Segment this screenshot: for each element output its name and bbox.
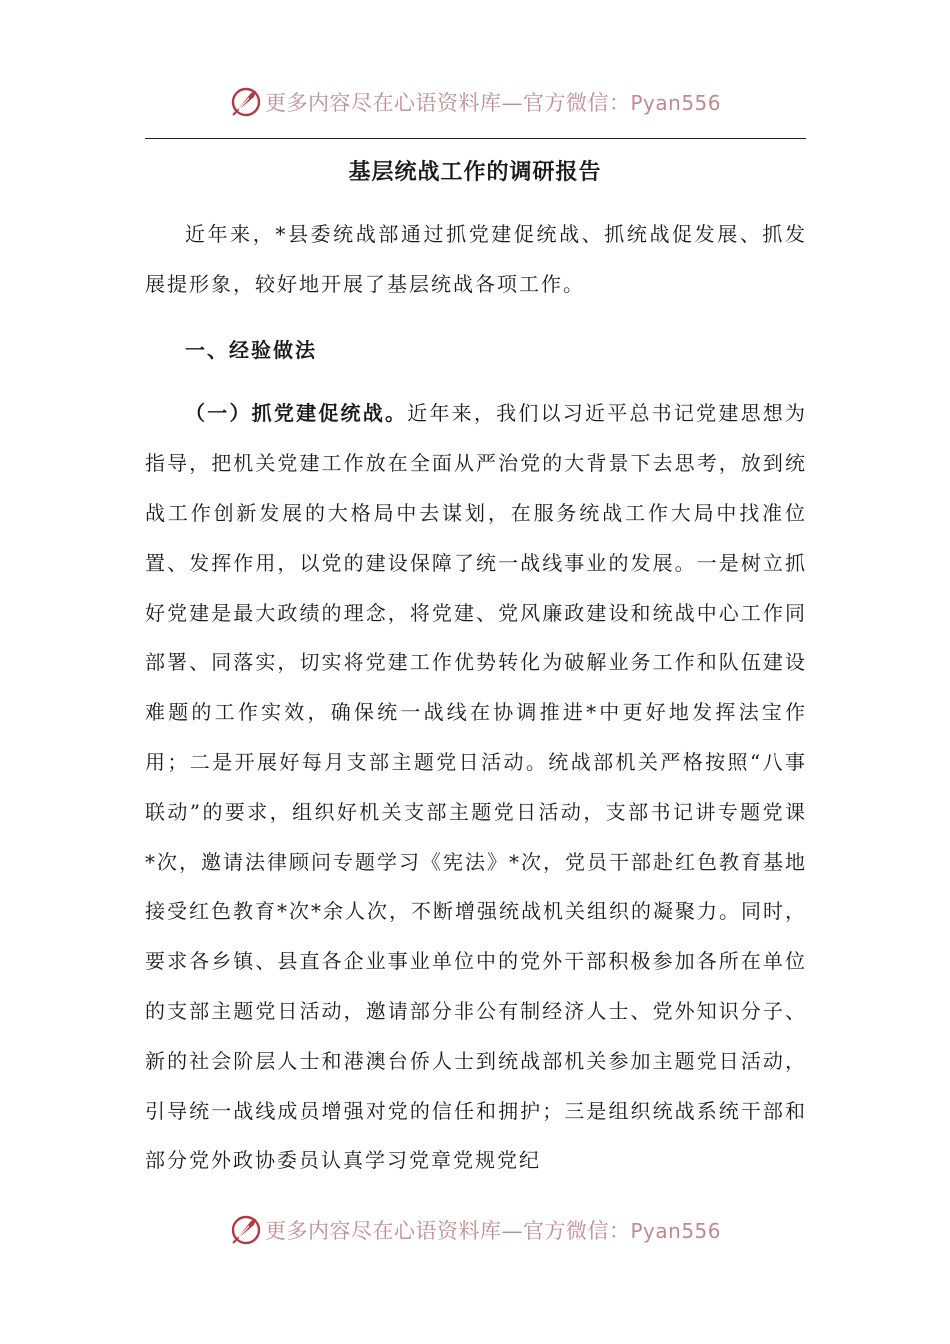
watermark-wechat-id: Pyan556 [630, 1219, 721, 1243]
quill-logo-icon [229, 85, 263, 119]
watermark-text-cn: 更多内容尽在心语资料库—官方微信： [264, 91, 631, 115]
watermark-text [265, 87, 721, 117]
watermark-text [265, 1215, 721, 1245]
section-heading: 一、经验做法 [185, 337, 317, 362]
header-watermark [0, 82, 950, 122]
quill-logo-icon [229, 1213, 263, 1247]
watermark-text-cn: 更多内容尽在心语资料库—官方微信： [264, 1219, 631, 1243]
subsection-paragraph [145, 389, 807, 1186]
watermark-wechat-id: Pyan556 [630, 91, 721, 115]
footer-watermark [0, 1210, 950, 1250]
subsection-lead: （一）抓党建促统战。 [185, 401, 408, 426]
subsection-body: 近年来，我们以习近平总书记党建思想为指导，把机关党建工作放在全面从严治党的大背景下去思考，放到统战工作创新发展的大格局中去谋划，在服务统战工作大局中找准位置、发挥作用，以党的建设保障了统一战线事业的发展。一是树立抓好党建是最大政绩的理念，将党建、党风廉政建设和统战中心工作同部署、同落实，切实将党建工作优势转化为破解业务工作和队伍建设难题的工作实效，确保统一战线在协调推进*中更好地发挥法宝作用；二是开展好每月支部主题党日活动。统战部机关严格按照“八事联动”的要求，组织好机关支部主题党日活动，支部书记讲专题党课*次，邀请法律顾问专题学习《宪法》*次，党员干部赴红色教育基地接受红色教育*次*余人次，不断增强统战机关组织的凝聚力。同时，要求各乡镇、县直各企业事业单位中的党外干部积极参加各所在单位的支部主题党日活动，邀请部分非公有制经济人士、党外知识分子、新的社会阶层人士和港澳台侨人士到统战部机关参加主题党日活动，引导统一战线成员增强对党的信任和拥护；三是组织统战系统干部和部分党外政协委员认真学习党章党规党纪 [145, 401, 808, 1173]
intro-paragraph: 近年来，*县委统战部通过抓党建促统战、抓统战促发展、抓发展提形象，较好地开展了基层统战各项工作。 [145, 222, 807, 296]
header-divider [145, 138, 806, 139]
document-body [145, 210, 807, 1186]
document-title: 基层统战工作的调研报告 [348, 159, 602, 185]
